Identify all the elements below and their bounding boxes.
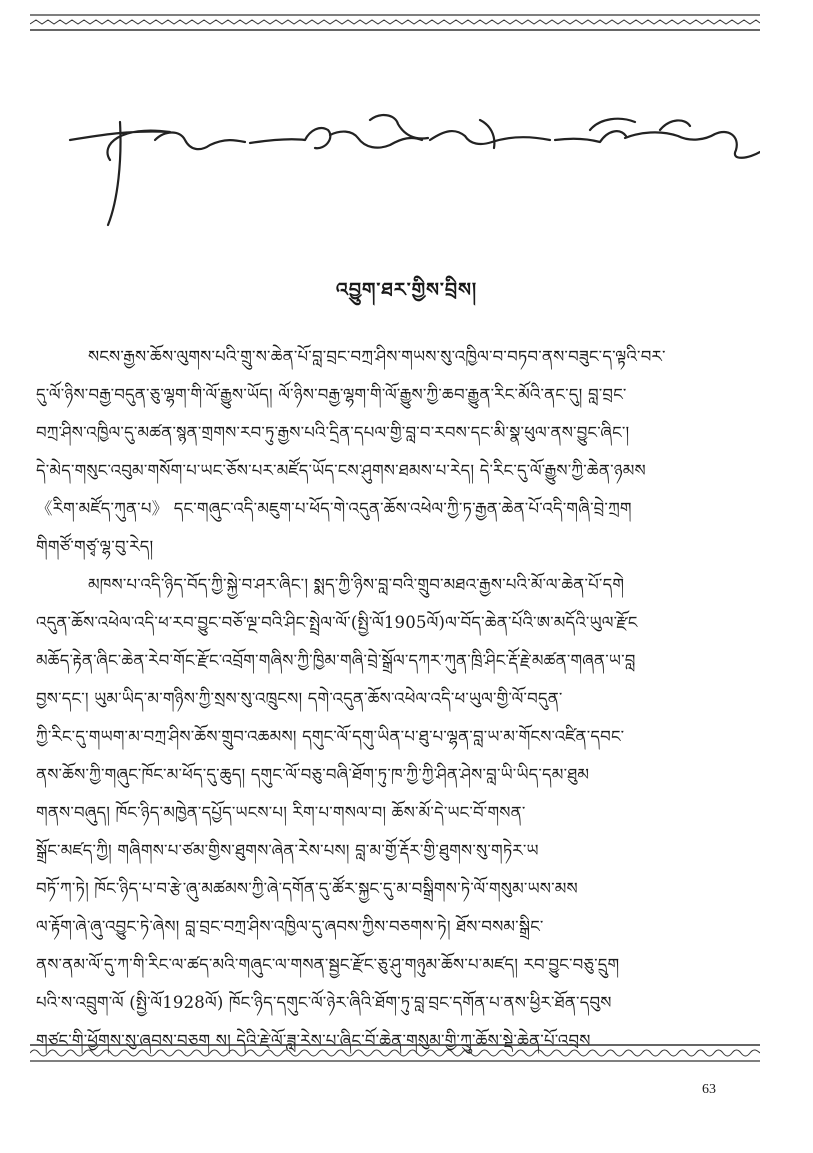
text-line: འདུན་ཆོས་འཕེལ་འདི་ཕ་རབ་བྱུང་བཅོ་ལྔ་བའི་ཤིང་སྤྲེལ་ལོ་(སྤྱི་ལོ1905ལོ)ལ་བོད་ཆེན་པོའི་ཨ་མདོའི་ཡུལ་རྫོང xyxy=(36,613,638,632)
article-body xyxy=(36,338,771,1060)
bottom-ornamental-border xyxy=(30,1042,760,1064)
text-line: དུ་ལོ་ཉིས་བརྒྱ་བདུན་ཅུ་ལྷག་གི་ལོ་རྒྱུས་ཡོད། ལོ་ཉིས་བརྒྱ་ལྷག་གི་ལོ་རྒྱུས་ཀྱི་ཆབ་རྒྱུན་རིང་མོའི་ནང་དུ། བླ་བྲང་ xyxy=(36,385,627,404)
text-line: གཙང་གི་ཕྱོགས་སུ་ཞབས་བཅག ས། དེའི་རྗེ་ལོ་ཟླ་རེས་པ་ཞིང་བོ་ཆེན་གསུམ་གྱི་ཀྲུ་ཆོས་སྡེ་ཆེན་པོ་འབྲས xyxy=(36,1031,591,1050)
page-number: 63 xyxy=(702,1082,716,1097)
text-line: ནས་ནམ་ལོ་དུ་ཀ་གི་རིང་ལ་ཚད་མའི་གཞུང་ལ་གསན་སྦྱང་རྫོང་ཅུ་ཤུ་གཉུམ་ཆོས་པ་མཛད། རབ་བྱུང་བཅུ་དྲུག xyxy=(36,955,620,974)
text-line: བྱས་དང་། ཡུམ་ཡིད་མ་གཉིས་ཀྱི་སྲས་སུ་འཁྲུངས། དགེ་འདུན་ཆོས་འཕེལ་འདི་ཕ་ཡུལ་གྱི་ལོ་བདུན་ xyxy=(36,689,563,708)
top-ornamental-border xyxy=(30,12,760,34)
text-line: པའི་ས་འབྲུག་ལོ (སྤྱི་ལོ1928ལོ) ཁོང་ཉིད་དགུང་ལོ་ཉེར་ཞིའི་ཐོག་ཏུ་བླ་བྲང་དགོན་པ་ནས་ཕྱིར་ཐོན་དབུས xyxy=(36,993,612,1012)
text-line: དེ་མེད་གསུང་འབུམ་གསོག་པ་ཡང་ཅོས་པར་མཛོད་ཡོད་ངས་ཤུགས་ཐམས་པ་རེད། དེ་རིང་དུ་ལོ་རྒྱུས་ཀྱི་ཆེན་ཉམས xyxy=(36,461,646,480)
text-line: མཁས་པ་འདི་ཉིད་བོད་ཀྱི་སྐྱེ་བ་ཤར་ཞིང་། སྨད་ཀྱི་ཉིས་བླ་བའི་གྲུབ་མཐའ་རྒྱས་པའི་མོ་ལ་ཆེན་པོ་དགེ xyxy=(88,575,625,594)
text-line: བཀྲ་ཤིས་འཁྱིལ་དུ་མཚན་སྙན་གྲགས་རབ་ཏུ་རྒྱས་པའི་དྲིན་དཔལ་གྱི་བླ་བ་རབས་དང་མི་སྣ་ཕུལ་ནས་བྱུང་ཞིང་། xyxy=(36,423,630,442)
calligraphic-signature xyxy=(60,100,760,240)
text-line: གནས་བཞུད། ཁོང་ཉིད་མཁྱེན་དཔྱོད་ཡངས་པ། རིག་པ་གསལ་བ། ཆོས་མོ་དེ་ཡང་བོ་གསན་ xyxy=(36,803,526,822)
text-line: ནས་ཆོས་ཀྱི་གཞུང་ཁོང་མ་ཕོད་དུ་ཆུད། དགུང་ལོ་བཅུ་བཞི་ཐོག་ཏུ་ཁ་ཀྱི་ཀྱི་ཤིན་ཤེས་བླ་ཡི་ཡིད་དམ་ཐུམ xyxy=(36,765,590,784)
article-title: འབྱུག་ཐར་གྱིས་བྲིས། xyxy=(335,279,478,301)
text-line: ལ་རྟོག་ཞེ་ཞུ་འབྱུང་ཏེ་ཞེས། བླ་བྲང་བཀྲ་ཤིས་འཁྱིལ་དུ་ཞབས་ཀྱིས་བཅགས་ཏེ། ཐོས་བསམ་སྒྲིང་ xyxy=(36,917,544,936)
text-line: སངས་རྒྱས་ཆོས་ལུགས་པའི་གྲུ་ས་ཆེན་པོ་བླ་བྲང་བཀྲ་ཤིས་གཡས་སུ་འཁྱིལ་བ་བཏབ་ནས་བཟུང་ད་ལྟའི་བར་ xyxy=(88,347,666,366)
text-line: གིགཙོ་གཙྭ་ལྷ་བུ་རེད། xyxy=(36,537,154,556)
text-line: ཀྱི་རིང་དུ་གཡག་མ་བཀྲ་ཤིས་ཆོས་གྲུབ་འཆམས། དགུང་ལོ་དགུ་ཡིན་པ་ཐུ་པ་ལྷན་བླ་ཡ་མ་གོངས་འཛིན་དབང་ xyxy=(36,727,625,746)
paragraph-1 xyxy=(36,338,771,566)
text-line: མཆོད་རྟེན་ཞིང་ཆེན་རེབ་གོང་རྫོང་འབྲོག་གཞིས་ཀྱི་ཁྱིམ་གཞི་བྲེ་སྒྲོལ་དཀར་ཀུན་ཁྲི་ཤིང་རྡོ་རྗེ་མཚན་གཞན་ཡ་བླ xyxy=(36,651,636,670)
text-line: བཏོ་ཀ་ཏེ། ཁོང་ཉིད་པ་བ་རྩེ་ཞུ་མཚམས་ཀྱི་ཞེ་དགོན་དུ་ཚོར་སྐྱང་དུ་མ་བསྒྲིགས་ཏེ་ལོ་གསུམ་ཡས་མས xyxy=(36,879,578,898)
text-line: 《རིག་མཛོད་ཀུན་པ》 དང་གཞུང་འདི་མཇུག་པ་ཕོད་གེ་འདུན་ཆོས་འཕེལ་ཀྱི་ཏ་རྒྱན་ཆེན་པོ་འདི་གཞི་བྲེ་ཀྲག xyxy=(36,499,632,518)
text-line: སྒྲོང་མཛད་ཀྱི། གཞིགས་པ་ཙམ་གྱིས་ཐུགས་ཞེན་རེས་པས། བླ་མ་གྱོ་རྡོར་གྱི་ཐུགས་སུ་གཏེར་ཡ xyxy=(36,841,539,860)
paragraph-2 xyxy=(36,566,771,1060)
